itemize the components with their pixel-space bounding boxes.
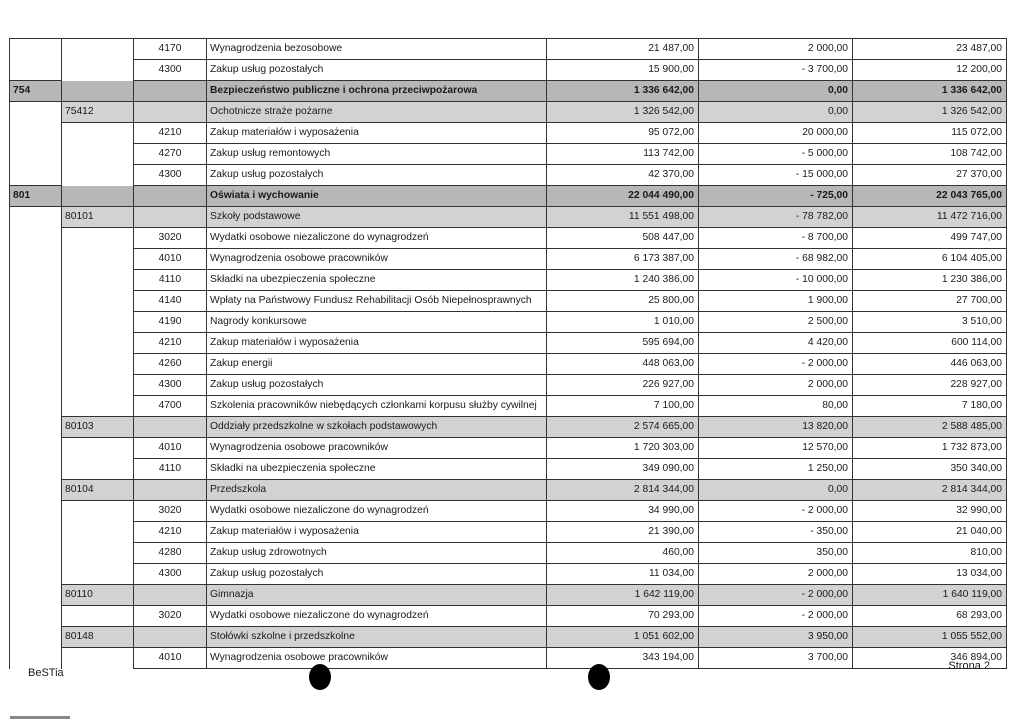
cell-paragraf: 4260 (134, 354, 207, 375)
cell-paragraf: 4210 (134, 123, 207, 144)
cell-dzial (10, 60, 62, 81)
rozdzial-row (10, 417, 1007, 438)
cell-description: Oddziały przedszkolne w szkołach podstawowych (207, 417, 547, 438)
cell-plan: 349 090,00 (547, 459, 699, 480)
cell-plan: 22 044 490,00 (547, 186, 699, 207)
cell-change: 80,00 (699, 396, 853, 417)
cell-change: 2 000,00 (699, 564, 853, 585)
cell-change: 1 900,00 (699, 291, 853, 312)
cell-plan: 25 800,00 (547, 291, 699, 312)
cell-paragraf: 4170 (134, 39, 207, 60)
cell-rozdzial (62, 501, 134, 522)
paragraf-row (10, 144, 1007, 165)
cell-after-change: 13 034,00 (853, 564, 1007, 585)
rozdzial-row (10, 585, 1007, 606)
cell-rozdzial (62, 522, 134, 543)
dzial-row (10, 186, 1007, 207)
cell-rozdzial (62, 564, 134, 585)
cell-rozdzial (62, 459, 134, 480)
cell-description: Wynagrodzenia osobowe pracowników (207, 249, 547, 270)
cell-plan: 21 390,00 (547, 522, 699, 543)
cell-after-change: 1 230 386,00 (853, 270, 1007, 291)
cell-paragraf (134, 102, 207, 123)
cell-rozdzial: 80148 (62, 627, 134, 648)
cell-description: Przedszkola (207, 480, 547, 501)
cell-description: Wydatki osobowe niezaliczone do wynagrodzeń (207, 501, 547, 522)
cell-change: 3 950,00 (699, 627, 853, 648)
cell-paragraf (134, 417, 207, 438)
paragraf-row (10, 354, 1007, 375)
paragraf-row (10, 312, 1007, 333)
cell-description: Bezpieczeństwo publiczne i ochrona przeciwpożarowa (207, 81, 547, 102)
cell-change: - 8 700,00 (699, 228, 853, 249)
cell-paragraf (134, 627, 207, 648)
rozdzial-row (10, 207, 1007, 228)
cell-after-change: 600 114,00 (853, 333, 1007, 354)
cell-plan: 448 063,00 (547, 354, 699, 375)
cell-after-change: 6 104 405,00 (853, 249, 1007, 270)
cell-after-change: 22 043 765,00 (853, 186, 1007, 207)
cell-change: - 2 000,00 (699, 354, 853, 375)
cell-change: - 2 000,00 (699, 501, 853, 522)
cell-change: - 78 782,00 (699, 207, 853, 228)
cell-plan: 34 990,00 (547, 501, 699, 522)
cell-dzial (10, 102, 62, 123)
rozdzial-row (10, 480, 1007, 501)
cell-paragraf: 4110 (134, 459, 207, 480)
paragraf-row (10, 249, 1007, 270)
cell-description: Wynagrodzenia bezosobowe (207, 39, 547, 60)
rozdzial-row (10, 102, 1007, 123)
cell-plan: 508 447,00 (547, 228, 699, 249)
cell-plan: 11 551 498,00 (547, 207, 699, 228)
cell-description: Wydatki osobowe niezaliczone do wynagrodzeń (207, 606, 547, 627)
cell-after-change: 11 472 716,00 (853, 207, 1007, 228)
cell-plan: 95 072,00 (547, 123, 699, 144)
cell-change: 350,00 (699, 543, 853, 564)
cell-description: Ochotnicze straże pożarne (207, 102, 547, 123)
cell-description: Oświata i wychowanie (207, 186, 547, 207)
cell-paragraf: 3020 (134, 606, 207, 627)
cell-description: Stołówki szkolne i przedszkolne (207, 627, 547, 648)
cell-dzial (10, 354, 62, 375)
punch-hole-right (588, 664, 610, 690)
paragraf-row (10, 543, 1007, 564)
paragraf-row (10, 165, 1007, 186)
cell-plan: 343 194,00 (547, 648, 699, 669)
cell-change: 2 000,00 (699, 39, 853, 60)
cell-paragraf: 3020 (134, 501, 207, 522)
cell-dzial (10, 543, 62, 564)
cell-plan: 1 642 119,00 (547, 585, 699, 606)
cell-description: Wydatki osobowe niezaliczone do wynagrodzeń (207, 228, 547, 249)
cell-description: Szkoły podstawowe (207, 207, 547, 228)
cell-rozdzial (62, 312, 134, 333)
cell-dzial (10, 123, 62, 144)
cell-plan: 1 336 642,00 (547, 81, 699, 102)
cell-plan: 2 814 344,00 (547, 480, 699, 501)
cell-rozdzial (62, 123, 134, 144)
paragraf-row (10, 375, 1007, 396)
cell-description: Gimnazja (207, 585, 547, 606)
cell-description: Zakup materiałów i wyposażenia (207, 123, 547, 144)
cell-plan: 226 927,00 (547, 375, 699, 396)
cell-rozdzial: 80101 (62, 207, 134, 228)
cell-dzial (10, 396, 62, 417)
cell-paragraf (134, 207, 207, 228)
cell-change: - 10 000,00 (699, 270, 853, 291)
dzial-row (10, 81, 1007, 102)
cell-rozdzial: 80103 (62, 417, 134, 438)
cell-plan: 460,00 (547, 543, 699, 564)
cell-paragraf: 4010 (134, 249, 207, 270)
cell-change: 20 000,00 (699, 123, 853, 144)
cell-after-change: 23 487,00 (853, 39, 1007, 60)
cell-description: Zakup usług pozostałych (207, 375, 547, 396)
cell-dzial (10, 606, 62, 627)
paragraf-row (10, 438, 1007, 459)
cell-dzial: 754 (10, 81, 62, 102)
punch-hole-left (309, 664, 331, 690)
cell-paragraf: 4110 (134, 270, 207, 291)
cell-plan: 595 694,00 (547, 333, 699, 354)
cell-rozdzial (62, 60, 134, 81)
paragraf-row (10, 228, 1007, 249)
cell-description: Zakup usług pozostałych (207, 564, 547, 585)
cell-rozdzial (62, 543, 134, 564)
cell-plan: 21 487,00 (547, 39, 699, 60)
paragraf-row (10, 606, 1007, 627)
cell-dzial (10, 228, 62, 249)
cell-after-change: 446 063,00 (853, 354, 1007, 375)
cell-after-change: 1 326 542,00 (853, 102, 1007, 123)
cell-dzial (10, 564, 62, 585)
cell-description: Wynagrodzenia osobowe pracowników (207, 438, 547, 459)
cell-rozdzial (62, 438, 134, 459)
budget-table (9, 38, 1007, 669)
cell-plan: 2 574 665,00 (547, 417, 699, 438)
cell-after-change: 1 732 873,00 (853, 438, 1007, 459)
cell-rozdzial: 80110 (62, 585, 134, 606)
cell-dzial (10, 648, 62, 669)
cell-description: Zakup usług zdrowotnych (207, 543, 547, 564)
cell-dzial (10, 312, 62, 333)
cell-rozdzial (62, 396, 134, 417)
cell-after-change: 2 814 344,00 (853, 480, 1007, 501)
cell-description: Nagrody konkursowe (207, 312, 547, 333)
cell-after-change: 12 200,00 (853, 60, 1007, 81)
budget-table-body (10, 39, 1007, 669)
cell-plan: 6 173 387,00 (547, 249, 699, 270)
cell-paragraf: 4140 (134, 291, 207, 312)
cell-paragraf (134, 480, 207, 501)
cell-rozdzial (62, 648, 134, 669)
paragraf-row (10, 459, 1007, 480)
cell-plan: 1 326 542,00 (547, 102, 699, 123)
cell-dzial (10, 501, 62, 522)
cell-plan: 70 293,00 (547, 606, 699, 627)
cell-after-change: 27 700,00 (853, 291, 1007, 312)
cell-change: - 3 700,00 (699, 60, 853, 81)
cell-after-change: 1 640 119,00 (853, 585, 1007, 606)
paragraf-row (10, 60, 1007, 81)
paragraf-row (10, 564, 1007, 585)
cell-change: 1 250,00 (699, 459, 853, 480)
cell-change: 12 570,00 (699, 438, 853, 459)
cell-paragraf: 4300 (134, 564, 207, 585)
cell-dzial (10, 144, 62, 165)
paragraf-row (10, 522, 1007, 543)
cell-paragraf: 4010 (134, 438, 207, 459)
cell-paragraf (134, 585, 207, 606)
cell-description: Składki na ubezpieczenia społeczne (207, 459, 547, 480)
cell-rozdzial: 80104 (62, 480, 134, 501)
cell-after-change: 108 742,00 (853, 144, 1007, 165)
cell-change: 3 700,00 (699, 648, 853, 669)
cell-paragraf: 4270 (134, 144, 207, 165)
cell-paragraf: 4010 (134, 648, 207, 669)
cell-rozdzial (62, 354, 134, 375)
paragraf-row (10, 333, 1007, 354)
cell-plan: 1 720 303,00 (547, 438, 699, 459)
cell-description: Szkolenia pracowników niebędących członkami korpusu służby cywilnej (207, 396, 547, 417)
cell-dzial (10, 585, 62, 606)
cell-change: 0,00 (699, 480, 853, 501)
cell-plan: 15 900,00 (547, 60, 699, 81)
cell-dzial (10, 438, 62, 459)
cell-change: - 68 982,00 (699, 249, 853, 270)
cell-rozdzial (62, 39, 134, 60)
cell-rozdzial (62, 144, 134, 165)
cell-plan: 113 742,00 (547, 144, 699, 165)
cell-paragraf: 4210 (134, 333, 207, 354)
cell-change: 0,00 (699, 81, 853, 102)
cell-rozdzial (62, 333, 134, 354)
cell-dzial (10, 249, 62, 270)
paragraf-row (10, 396, 1007, 417)
cell-dzial (10, 627, 62, 648)
cell-dzial (10, 375, 62, 396)
cell-change: - 5 000,00 (699, 144, 853, 165)
cell-paragraf: 4280 (134, 543, 207, 564)
cell-description: Zakup materiałów i wyposażenia (207, 522, 547, 543)
scan-artifact (10, 716, 70, 719)
cell-after-change: 228 927,00 (853, 375, 1007, 396)
paragraf-row (10, 291, 1007, 312)
cell-plan: 1 240 386,00 (547, 270, 699, 291)
cell-dzial (10, 39, 62, 60)
paragraf-row (10, 270, 1007, 291)
cell-after-change: 350 340,00 (853, 459, 1007, 480)
cell-description: Zakup usług pozostałych (207, 60, 547, 81)
cell-change: 2 000,00 (699, 375, 853, 396)
paragraf-row (10, 123, 1007, 144)
cell-rozdzial (62, 291, 134, 312)
cell-rozdzial (62, 81, 134, 102)
cell-dzial (10, 270, 62, 291)
cell-change: - 2 000,00 (699, 606, 853, 627)
cell-paragraf (134, 81, 207, 102)
cell-change: 13 820,00 (699, 417, 853, 438)
cell-change: - 350,00 (699, 522, 853, 543)
cell-after-change: 32 990,00 (853, 501, 1007, 522)
cell-paragraf: 4300 (134, 165, 207, 186)
cell-after-change: 7 180,00 (853, 396, 1007, 417)
cell-change: 2 500,00 (699, 312, 853, 333)
cell-description: Zakup energii (207, 354, 547, 375)
cell-rozdzial (62, 165, 134, 186)
cell-after-change: 346 894,00 (853, 648, 1007, 669)
cell-description: Wpłaty na Państwowy Fundusz Rehabilitacji Osób Niepełnosprawnych (207, 291, 547, 312)
cell-description: Wynagrodzenia osobowe pracowników (207, 648, 547, 669)
footer-page-number: Strona 2 (948, 660, 990, 672)
cell-after-change: 499 747,00 (853, 228, 1007, 249)
cell-dzial (10, 207, 62, 228)
cell-description: Składki na ubezpieczenia społeczne (207, 270, 547, 291)
cell-change: - 725,00 (699, 186, 853, 207)
cell-after-change: 1 336 642,00 (853, 81, 1007, 102)
cell-dzial: 801 (10, 186, 62, 207)
cell-change: - 15 000,00 (699, 165, 853, 186)
cell-change: - 2 000,00 (699, 585, 853, 606)
cell-after-change: 810,00 (853, 543, 1007, 564)
cell-plan: 11 034,00 (547, 564, 699, 585)
cell-rozdzial (62, 375, 134, 396)
cell-rozdzial (62, 249, 134, 270)
cell-description: Zakup materiałów i wyposażenia (207, 333, 547, 354)
cell-plan: 1 051 602,00 (547, 627, 699, 648)
cell-rozdzial (62, 606, 134, 627)
cell-after-change: 27 370,00 (853, 165, 1007, 186)
cell-plan: 1 010,00 (547, 312, 699, 333)
cell-description: Zakup usług remontowych (207, 144, 547, 165)
cell-after-change: 115 072,00 (853, 123, 1007, 144)
cell-after-change: 21 040,00 (853, 522, 1007, 543)
cell-paragraf: 4210 (134, 522, 207, 543)
cell-dzial (10, 522, 62, 543)
cell-paragraf: 4700 (134, 396, 207, 417)
cell-rozdzial (62, 228, 134, 249)
paragraf-row (10, 648, 1007, 669)
cell-rozdzial: 75412 (62, 102, 134, 123)
cell-dzial (10, 480, 62, 501)
cell-dzial (10, 417, 62, 438)
rozdzial-row (10, 627, 1007, 648)
cell-after-change: 68 293,00 (853, 606, 1007, 627)
cell-rozdzial (62, 270, 134, 291)
paragraf-row (10, 39, 1007, 60)
footer-software-label: BeSTia (28, 667, 64, 679)
cell-paragraf: 4300 (134, 60, 207, 81)
cell-change: 0,00 (699, 102, 853, 123)
cell-change: 4 420,00 (699, 333, 853, 354)
cell-paragraf: 4300 (134, 375, 207, 396)
cell-paragraf (134, 186, 207, 207)
cell-paragraf: 4190 (134, 312, 207, 333)
cell-dzial (10, 333, 62, 354)
cell-plan: 42 370,00 (547, 165, 699, 186)
cell-rozdzial (62, 186, 134, 207)
cell-after-change: 1 055 552,00 (853, 627, 1007, 648)
cell-dzial (10, 459, 62, 480)
cell-dzial (10, 165, 62, 186)
paragraf-row (10, 501, 1007, 522)
cell-dzial (10, 291, 62, 312)
cell-after-change: 3 510,00 (853, 312, 1007, 333)
cell-after-change: 2 588 485,00 (853, 417, 1007, 438)
cell-description: Zakup usług pozostałych (207, 165, 547, 186)
cell-paragraf: 3020 (134, 228, 207, 249)
cell-plan: 7 100,00 (547, 396, 699, 417)
